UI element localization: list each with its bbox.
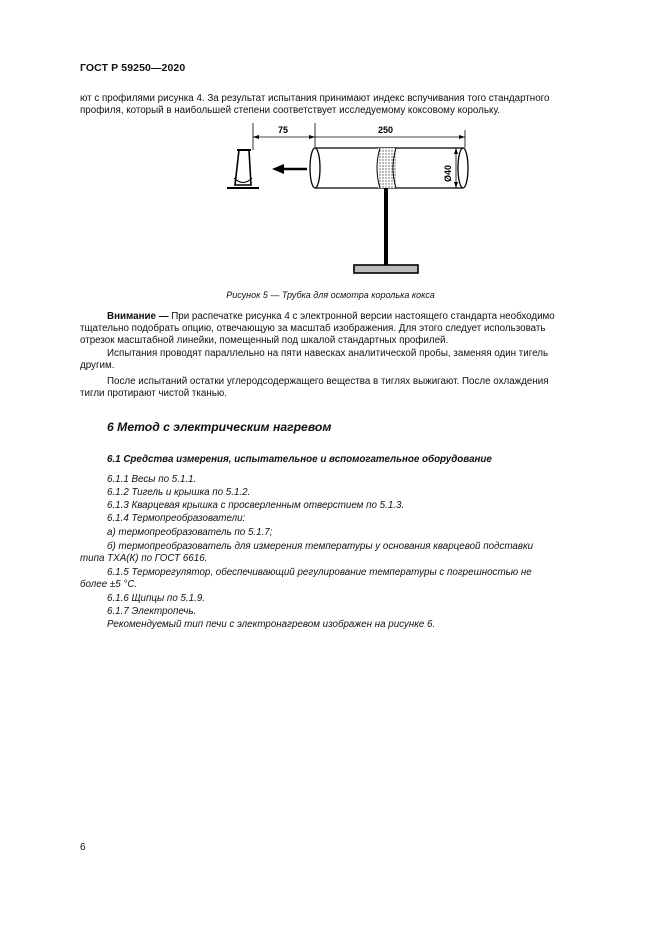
dim-label-diameter: Ø40 (443, 164, 453, 182)
item-6-1-2: 6.1.2 Тигель и крышка по 5.1.2. (107, 487, 251, 498)
item-6-1-3: 6.1.3 Кварцевая крышка с просверленным отверстием по 5.1.3. (107, 500, 405, 511)
item-6-1-7: 6.1.7 Электропечь. (107, 606, 197, 617)
dim-label-250: 250 (378, 125, 394, 135)
after-test-line-2: тигли протирают чистой тканью. (80, 388, 227, 399)
parallel-line-2: другим. (80, 360, 115, 371)
document-header: ГОСТ Р 59250—2020 (80, 62, 186, 74)
item-6-1-5-line-2: более ±5 °С. (80, 579, 138, 590)
tube-left-end (310, 148, 320, 188)
item-6-1-5-line-1: 6.1.5 Терморегулятор, обеспечивающий регулирование температуры с погрешностью не (107, 567, 532, 578)
dim-label-75: 75 (278, 125, 289, 135)
crucible-inner (234, 178, 252, 183)
attention-line-2: тщательно подобрать опцию, отвечающую за масштаб изображения. Для этого следует использовать (80, 323, 546, 334)
dim-diameter-arrow-bottom (454, 182, 458, 188)
dim-arrow-250-right (459, 135, 465, 139)
stand-post (384, 188, 388, 266)
crucible-shape (235, 150, 251, 185)
item-6-1-4-b-line-2: типа ТХА(К) по ГОСТ 6616. (80, 553, 208, 564)
intro-line-2: профиля, который в наибольшей степени соответствует исследуемому коксовому корольку. (80, 105, 501, 116)
subsection-title: 6.1 Средства измерения, испытательное и вспомогательное оборудование (107, 454, 492, 465)
dim-arrow-75-right (309, 135, 315, 139)
attention-line-3: отрезок масштабной линейки, помещенный под шкалой стандартных профилей. (80, 335, 449, 346)
intro-line-1: ют с профилями рисунка 4. За результат испытания принимают индекс вспучивания того стандартного (80, 93, 550, 104)
tube-right-end (458, 148, 468, 188)
stand-base (354, 265, 418, 273)
figure-tube-diagram (220, 120, 482, 280)
direction-arrow-head (272, 164, 284, 174)
item-6-1-4: 6.1.4 Термопреобразователи: (107, 513, 246, 524)
item-6-1-4-a: а) термопреобразователь по 5.1.7; (107, 527, 273, 538)
dim-diameter-arrow-top (454, 148, 458, 154)
dim-arrow-75-left (253, 135, 259, 139)
attention-label: Внимание — (107, 311, 169, 322)
item-6-1-4-b-line-1: б) термопреобразователь для измерения температуры у основания кварцевой подставки (107, 541, 534, 552)
parallel-line-1: Испытания проводят параллельно на пяти навесках аналитической пробы, заменяя один тигель (107, 348, 549, 359)
after-test-line-1: После испытаний остатки углеродсодержащего вещества в тиглях выжигают. После охлаждения (107, 376, 549, 387)
recommended-furnace: Рекомендуемый тип печи с электронагревом изображен на рисунке 6. (107, 619, 436, 630)
figure-caption: Рисунок 5 — Трубка для осмотра королька кокса (226, 290, 435, 300)
item-6-1-1: 6.1.1 Весы по 5.1.1. (107, 474, 197, 485)
item-6-1-6: 6.1.6 Щипцы по 5.1.9. (107, 593, 205, 604)
section-title: 6 Метод с электрическим нагревом (107, 420, 332, 434)
attention-line-1-text: При распечатке рисунка 4 с электронной версии настоящего стандарта необходимо (168, 311, 555, 322)
page-number: 6 (80, 842, 86, 853)
attention-line-1 (107, 311, 611, 323)
